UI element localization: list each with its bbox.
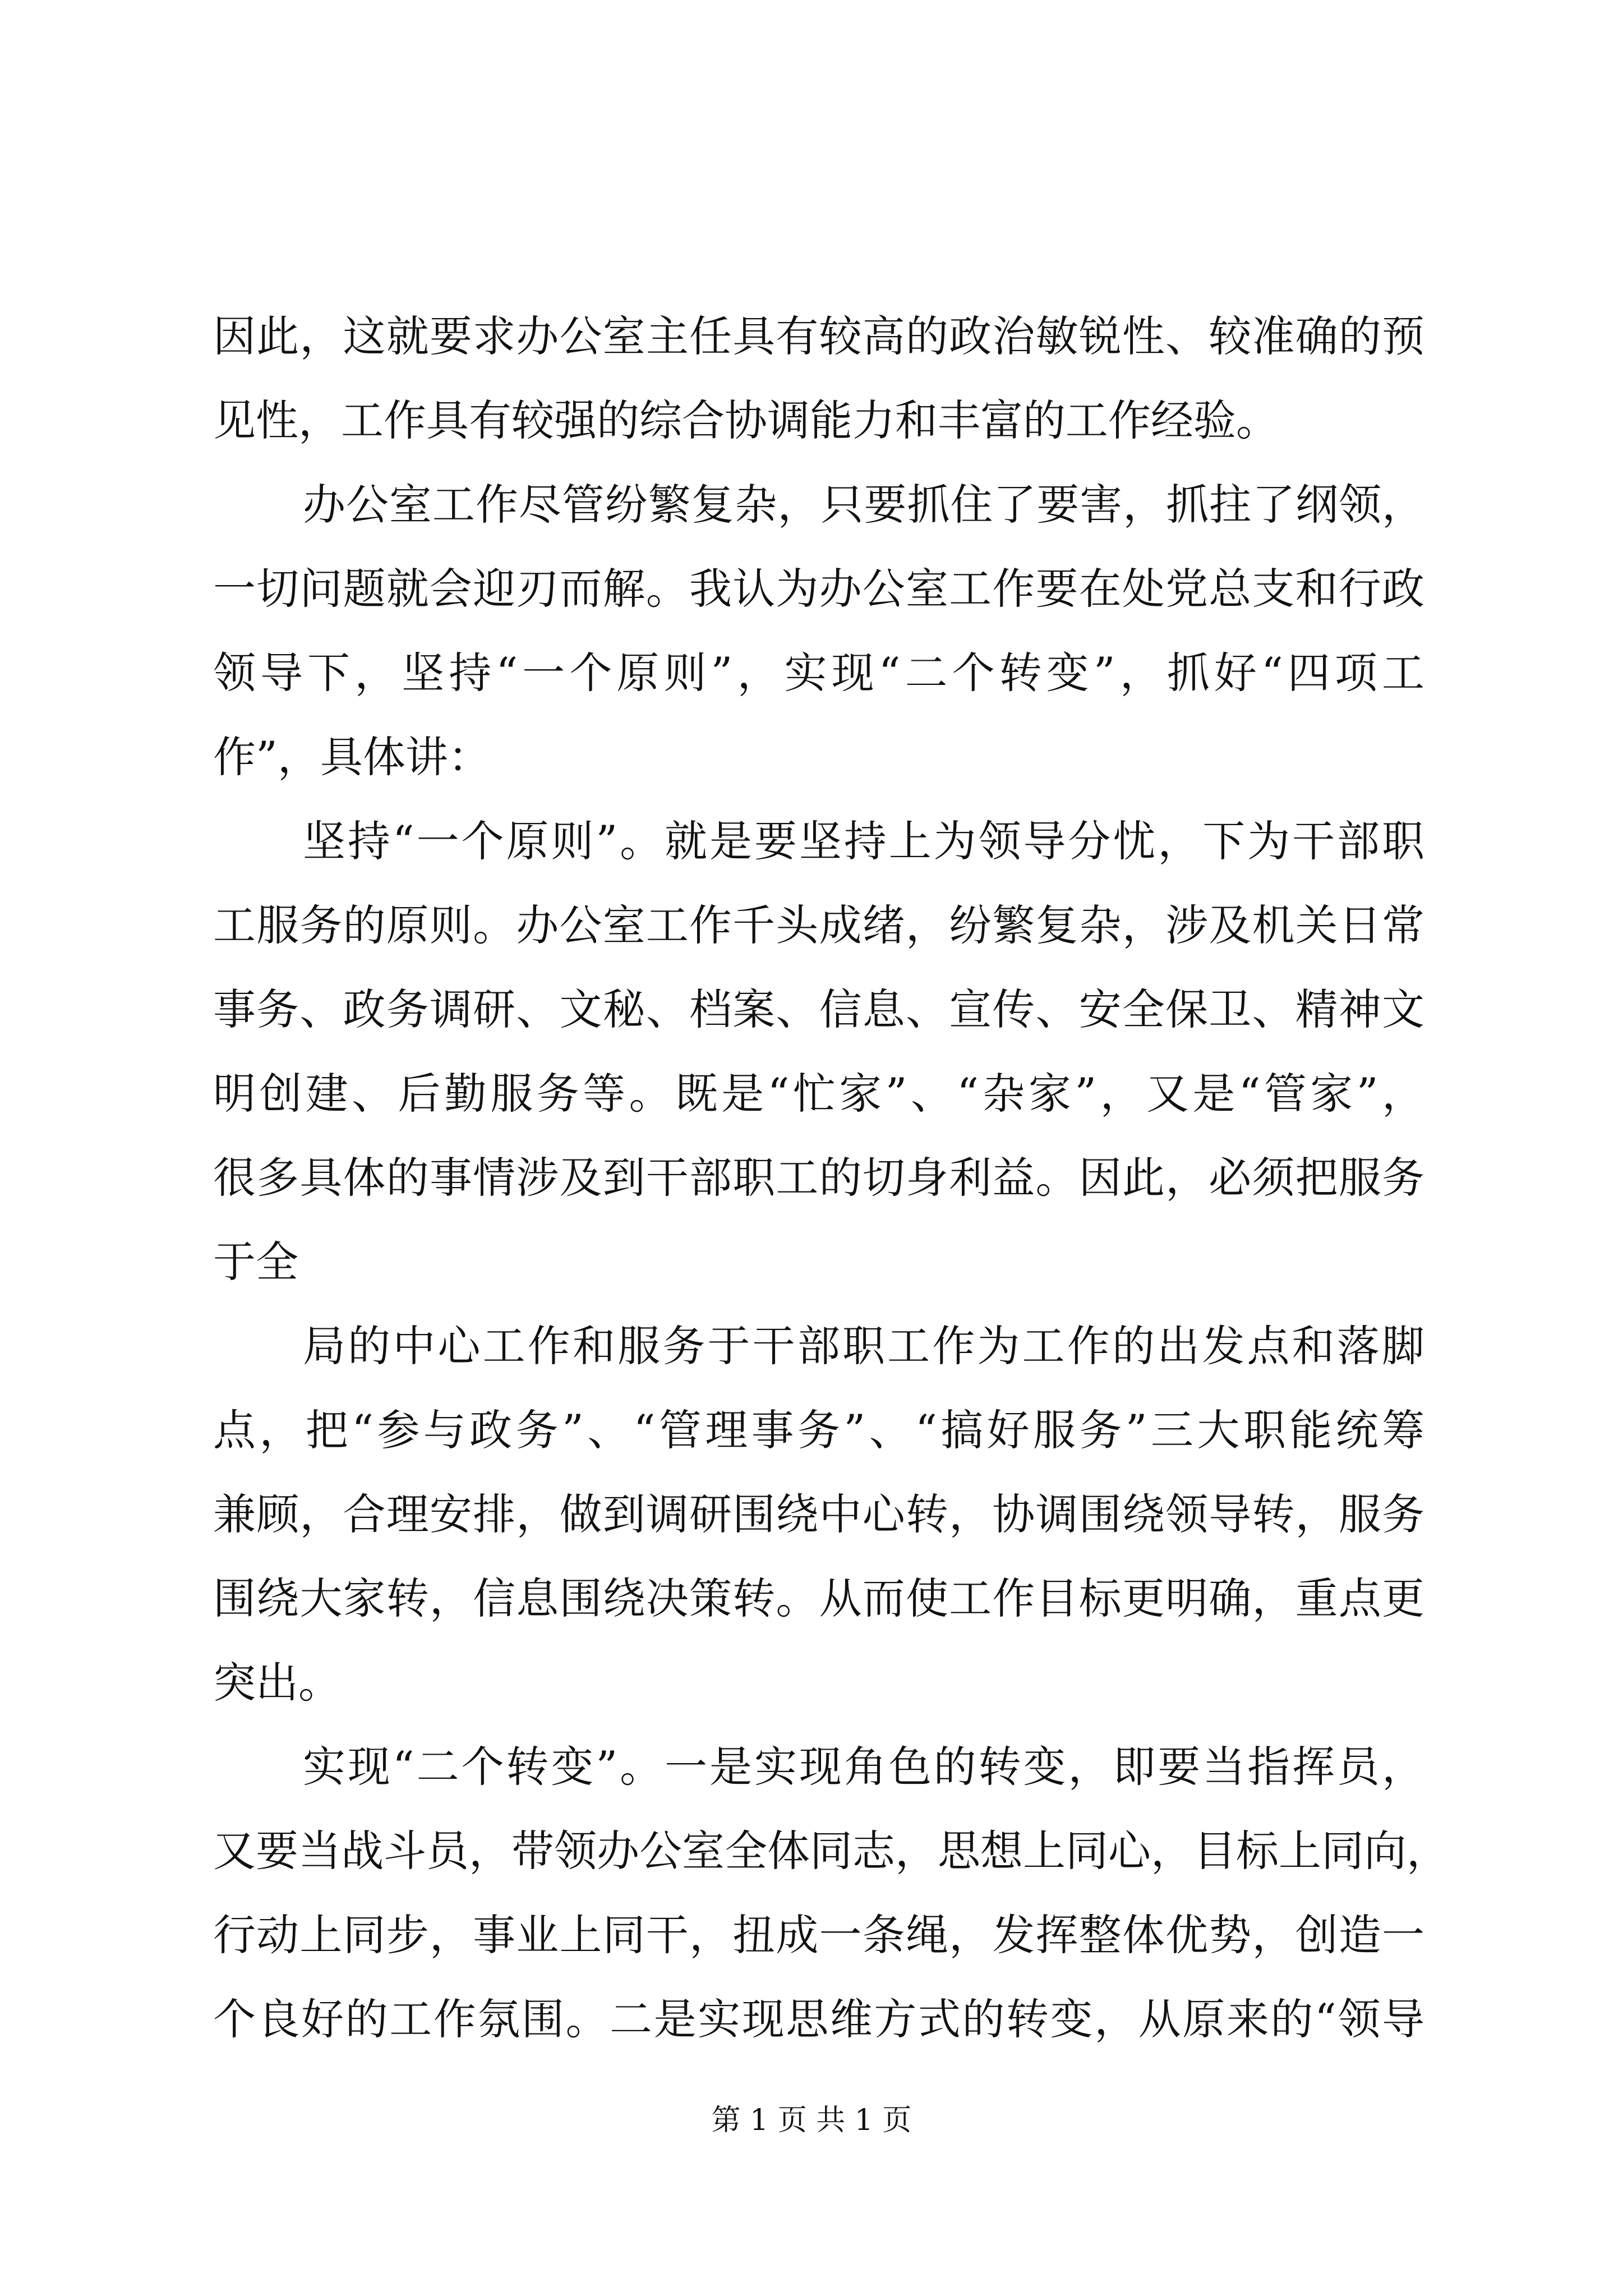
text-line: 工服务的原则。办公室工作千头成绪，纷繁复杂，涉及机关日常 (213, 900, 1424, 950)
text-line: 事务、政务调研、文秘、档案、信息、宣传、安全保卫、精神文 (213, 984, 1424, 1034)
paragraph-first-line: 办公室工作尽管纷繁复杂，只要抓住了要害，抓拄了纲领， (303, 480, 1424, 530)
paragraph-first-line: 局的中心工作和服务于干部职工作为工作的出发点和落脚 (303, 1321, 1424, 1371)
text-line: 围绕大家转，信息围绕决策转。从而使工作目标更明确，重点更 (213, 1573, 1424, 1623)
text-line: 个良好的工作氛围。二是实现思维方式的转变，从原来的“领导 (213, 1994, 1424, 2044)
page-footer: 第 1 页 共 1 页 (711, 2104, 912, 2137)
text-line: 兼顾，合理安排，做到调研围绕中心转，协调围绕领导转，服务 (213, 1489, 1424, 1539)
paragraph-first-line: 实现“二个转变”。一是实现角色的转变，即要当指挥员， (303, 1742, 1424, 1792)
text-line: 很多具体的事情涉及到干部职工的切身利益。因此，必须把服务 (213, 1153, 1424, 1203)
text-line: 行动上同步，事业上同干，扭成一条绳，发挥整体优势，创造一 (213, 1910, 1424, 1960)
text-line: 一切问题就会迎刃而解。我认为办公室工作要在处党总支和行政 (213, 564, 1424, 614)
text-line: 明创建、后勤服务等。既是“忙家”、“杂家”，又是“管家”， (213, 1069, 1424, 1119)
paragraph-first-line: 坚持“一个原则”。就是要坚持上为领导分忧，下为干部职 (303, 816, 1424, 866)
text-line: 点，把“参与政务”、“管理事务”、“搞好服务”三大职能统筹 (213, 1405, 1424, 1455)
text-line: 领导下，坚持“一个原则”，实现“二个转变”，抓好“四项工 (213, 648, 1424, 698)
text-line: 因此，这就要求办公室主任具有较高的政治敏锐性、较准确的预 (213, 311, 1424, 361)
text-line: 见性，工作具有较强的综合协调能力和丰富的工作经验。 (213, 395, 1279, 445)
text-line: 于全 (213, 1237, 298, 1287)
text-line: 突出。 (213, 1658, 341, 1708)
text-line: 作”，具体讲： (213, 732, 491, 782)
text-line: 又要当战斗员，带领办公室全体同志，思想上同心，目标上同向， (213, 1826, 1449, 1876)
